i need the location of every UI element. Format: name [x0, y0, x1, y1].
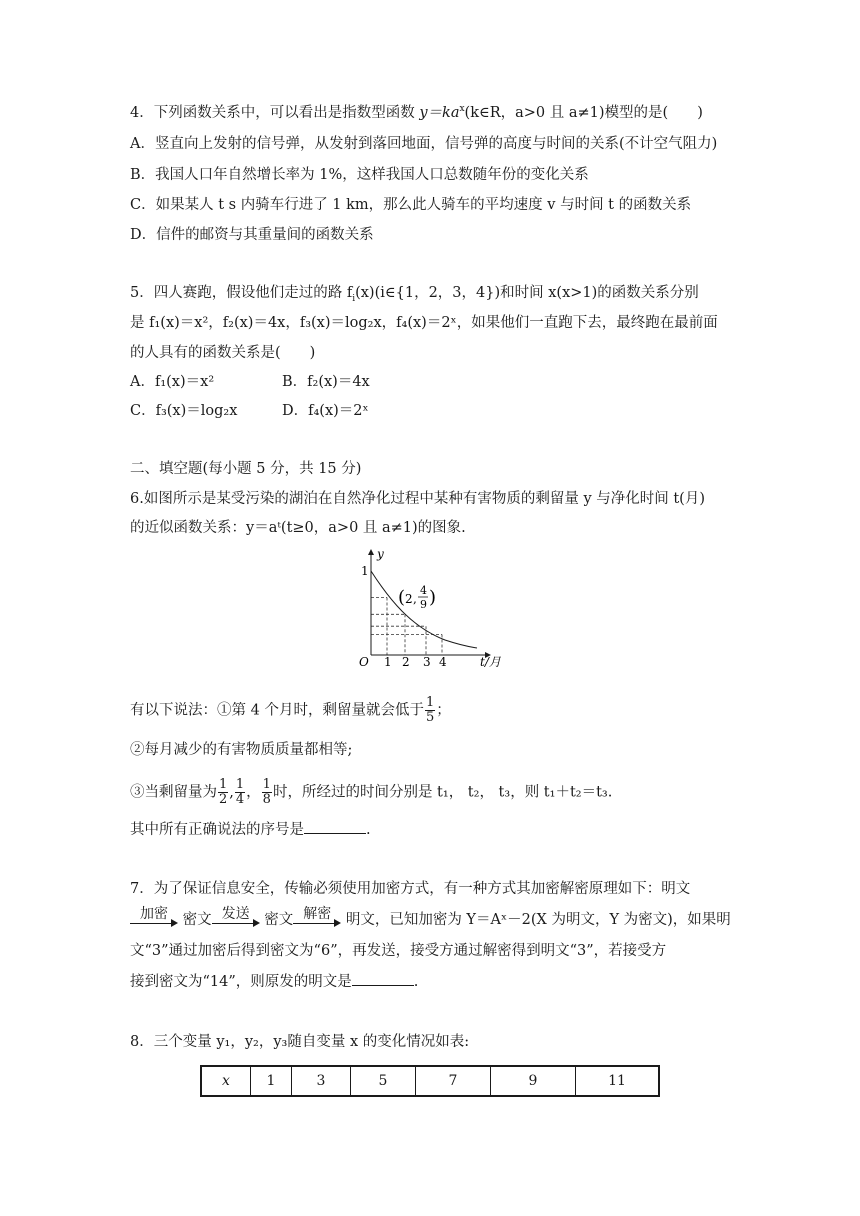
- send-arrow-icon: 发送: [212, 910, 260, 930]
- x-tick-1: 1: [384, 655, 392, 669]
- y-axis-arrow-icon: [368, 549, 374, 555]
- q5-line1: 5．四人赛跑，假设他们走过的路 $f_i(x)(i\in\{1$，2，3，4})和时间 x(x>1)的函数关系分别: [130, 285, 699, 304]
- q7-answer-line: 接到密文为“14”，则原发的明文是 .: [130, 974, 419, 990]
- point-paren-close: ): [429, 587, 437, 608]
- q7-line2: 加密 密文 发送 密文 解密 明文，已知加密为 Y＝Aˣ－2(X 为明文，Y 为密文)，如果明: [130, 910, 731, 930]
- table-cell: 7: [416, 1066, 491, 1096]
- point-num-label: 4: [420, 584, 427, 597]
- q5-option-d: D．f₄(x)＝2ˣ: [282, 403, 369, 419]
- q8-line1: 8．三个变量 y₁，y₂，y₃随自变量 x 的变化情况如表:: [130, 1034, 470, 1050]
- answer-blank-q6[interactable]: [304, 821, 366, 834]
- q4-option-a: A．竖直向上发射的信号弹，从发射到落回地面，信号弹的高度与时间的关系(不计空气阻力): [130, 136, 718, 152]
- answer-blank-q7[interactable]: [352, 973, 414, 986]
- table-cell: x: [201, 1066, 251, 1096]
- point-paren-open: (: [398, 587, 406, 608]
- table-cell: 1: [251, 1066, 292, 1096]
- table-cell: 5: [351, 1066, 416, 1096]
- variables-table: [200, 1065, 660, 1097]
- q6-line2: 的近似函数关系：y＝aᵗ(t≥0，a>0 且 a≠1)的图象.: [130, 520, 466, 536]
- table-row: [201, 1066, 659, 1096]
- q5-option-a: A．f₁(x)＝x²: [130, 374, 215, 390]
- x-tick-3: 3: [423, 655, 431, 669]
- q6-line1: 6.如图所示是某受污染的湖泊在自然净化过程中某种有害物质的剩留量 y 与净化时间 t(月): [130, 491, 705, 507]
- q5-line2: 是 f₁(x)＝x²，f₂(x)＝4x，f₃(x)＝log₂x，f₄(x)＝2ˣ，如果他们一直跑下去，最终跑在最前面: [130, 315, 718, 331]
- q6-statement-3: ③当剩留量为 $\frac{1}{2}$ , $\frac{1}{4}$ ， $\frac{1}{8}$ 时，所经过的时间分别是 t₁， t₂， t₃，则 t₁＋t₂＝t₃.: [130, 777, 613, 807]
- point-x-label: 2: [405, 592, 413, 606]
- table-cell: 11: [576, 1066, 660, 1096]
- x-axis-label: t/月: [480, 655, 501, 669]
- q6-statement-1: 有以下说法：①第 4 个月时，剩留量就会低于 $\frac{1}{5}$ ；: [130, 695, 451, 725]
- q5-option-c: C．f₃(x)＝log₂x: [130, 403, 238, 419]
- decay-graph: [355, 547, 515, 670]
- q4-option-c: C．如果某人 t s 内骑车行进了 1 km，那么此人骑车的平均速度 v 与时间 t 的函数关系: [130, 197, 692, 213]
- encrypt-arrow-icon: 加密: [130, 910, 178, 930]
- q7-line3: 文“3”通过加密后得到密文为“6”，再发送，接受方通过解密得到明文“3”，若接受方: [130, 943, 667, 959]
- decrypt-arrow-icon: 解密: [293, 910, 341, 930]
- q4-option-b: B．我国人口年自然增长率为 1%，这样我国人口总数随年份的变化关系: [130, 167, 589, 183]
- point-den-label: 9: [420, 598, 427, 611]
- section-heading: 二、填空题(每小题 5 分，共 15 分): [130, 461, 362, 477]
- fraction-1-5: $\frac{1}{5}$: [425, 695, 435, 725]
- q5-line3: 的人具有的函数关系是( ): [130, 345, 316, 361]
- q7-line1: 7．为了保证信息安全，传输必须使用加密方式，有一种方式其加密解密原理如下：明文: [130, 881, 691, 897]
- q4-stem: 4．下列函数关系中，可以看出是指数型函数 $y=ka^x(k\in R$，a>0 且 a≠1)模型的是( ): [130, 104, 703, 121]
- table-cell: 9: [491, 1066, 576, 1096]
- y-axis-label: y: [377, 547, 384, 561]
- x-tick-4: 4: [439, 655, 447, 669]
- q5-option-b: B．f₂(x)＝4x: [282, 374, 370, 390]
- y-tick-label: 1: [361, 564, 369, 578]
- point-comma: ,: [413, 592, 417, 606]
- table-cell: 3: [292, 1066, 351, 1096]
- q6-answer-line: 其中所有正确说法的序号是 .: [130, 822, 371, 838]
- q6-statement-2: ②每月减少的有害物质质量都相等;: [130, 742, 353, 758]
- origin-label: O: [359, 655, 369, 669]
- x-tick-2: 2: [402, 655, 410, 669]
- q4-option-d: D．信件的邮资与其重量间的函数关系: [130, 227, 374, 243]
